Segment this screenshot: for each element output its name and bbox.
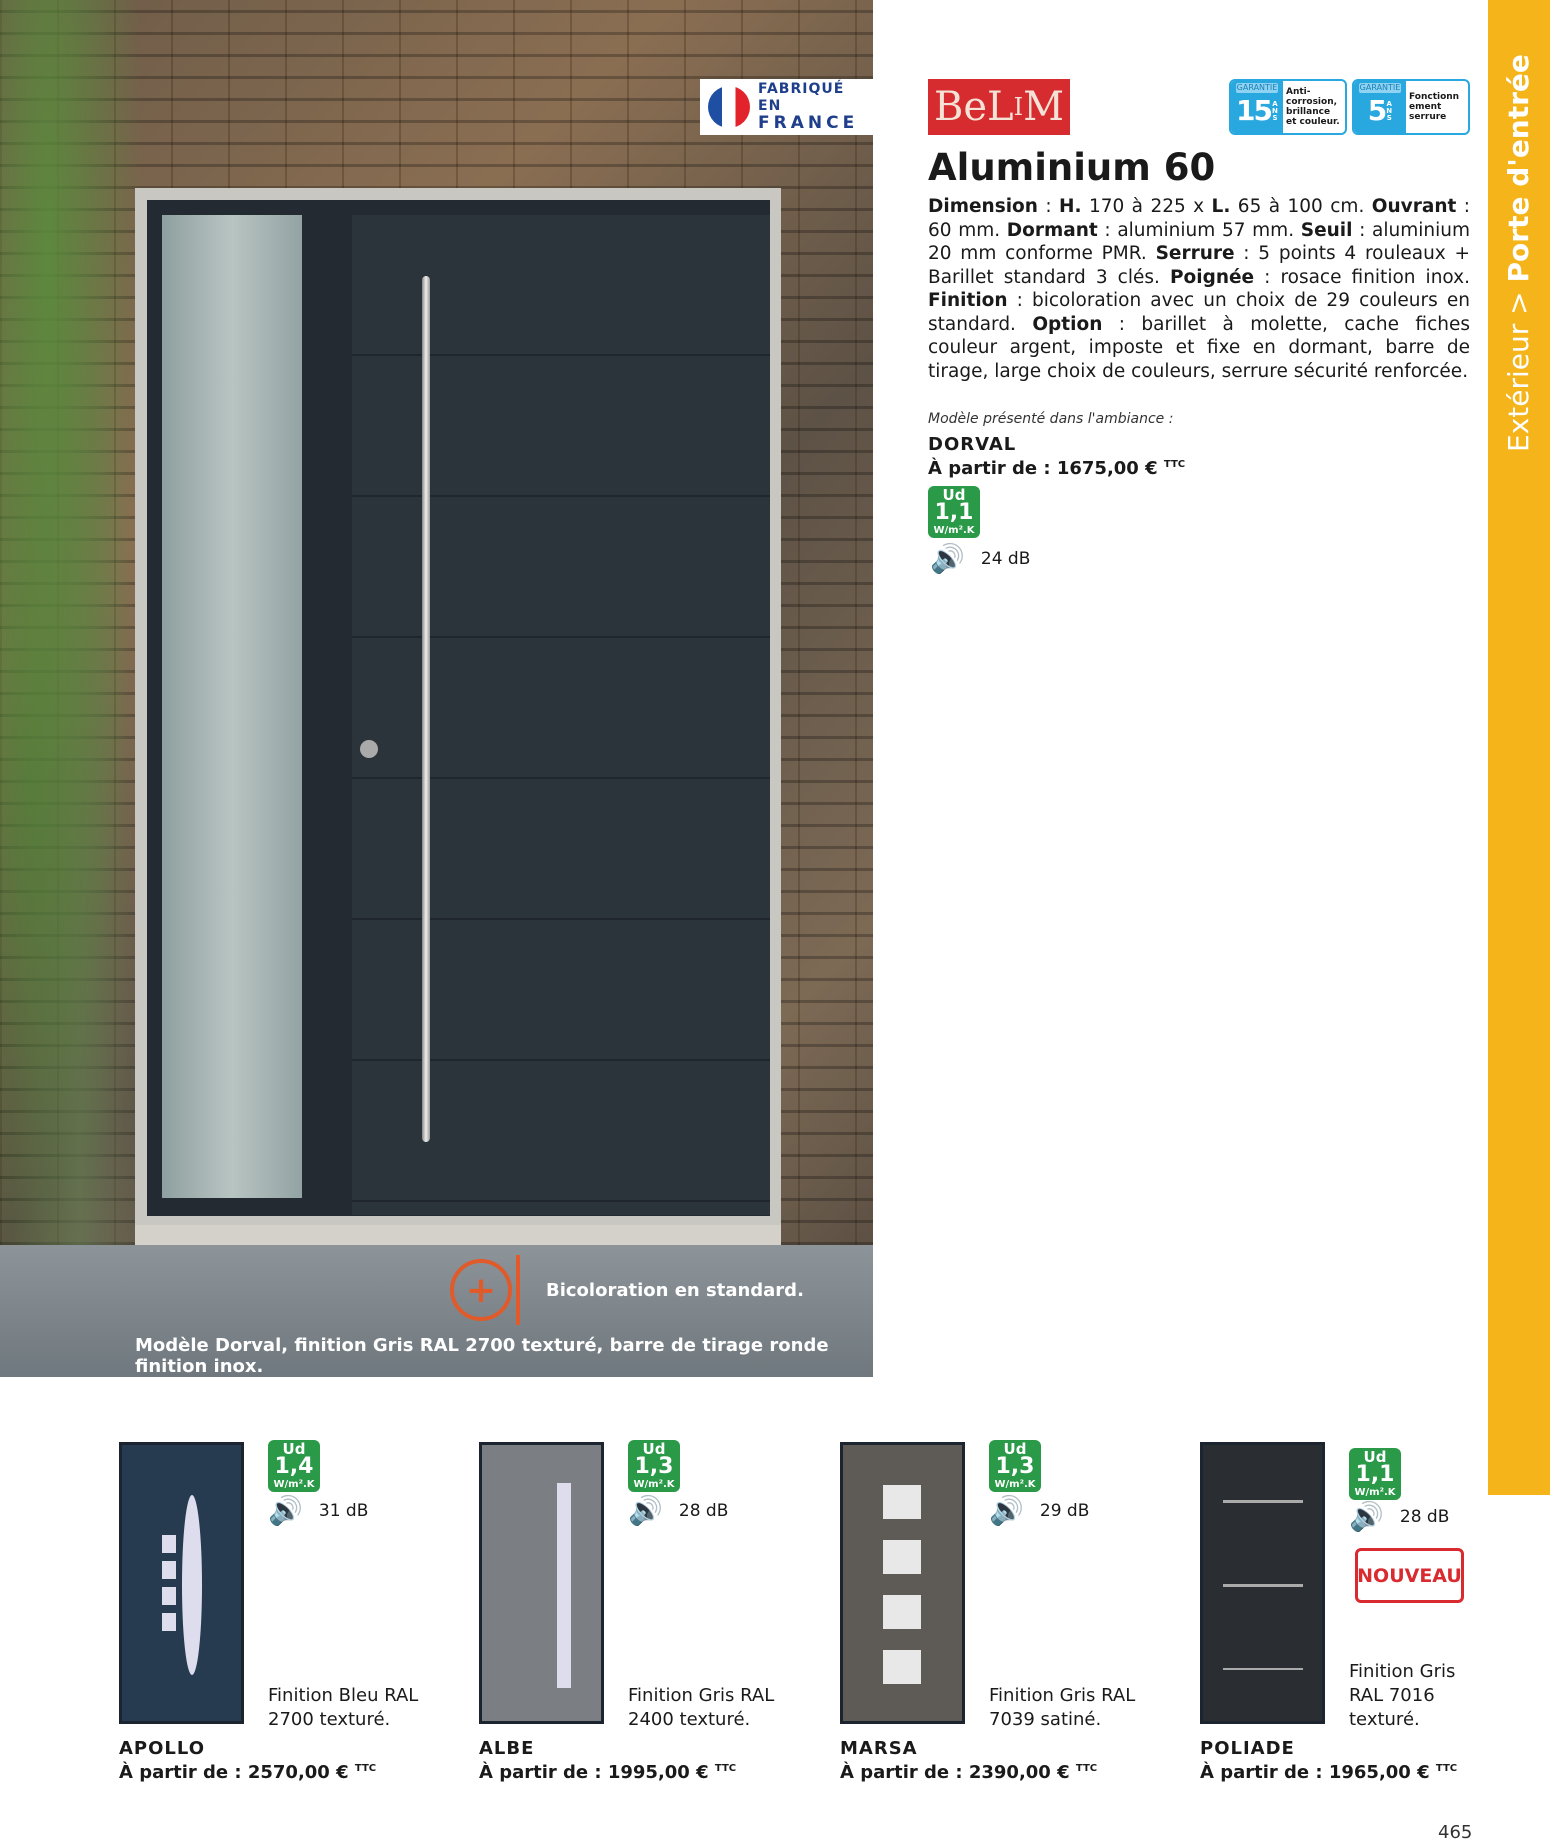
ttc-label: TTC: [1435, 1763, 1458, 1774]
door-leaf: [352, 215, 770, 1215]
variant-name: APOLLO: [119, 1738, 206, 1759]
made-in-france-badge: [700, 79, 873, 135]
ud-badge: [268, 1440, 320, 1492]
made-in-line1: FABRIQUÉ EN: [758, 81, 845, 114]
product-title: Aluminium 60: [928, 146, 1216, 189]
door-glazing: [557, 1483, 571, 1688]
sound-rating: [1349, 1500, 1449, 1533]
price-value: À partir de : 2570,00 €: [119, 1762, 349, 1783]
sound-rating: [930, 542, 1030, 575]
door-glazing: [162, 1535, 176, 1635]
france-flag-icon: [708, 86, 750, 128]
price-value: À partir de : 1965,00 €: [1200, 1762, 1430, 1783]
spec-label: H.: [1059, 196, 1082, 217]
spec-label: Ouvrant: [1371, 196, 1457, 217]
ud-label: Ud: [942, 486, 966, 504]
variant-albe: [479, 1440, 819, 1800]
guarantee-badge-5: [1352, 79, 1470, 135]
variant-name: MARSA: [840, 1738, 918, 1759]
variant-name: ALBE: [479, 1738, 535, 1759]
ud-value: 1,4: [274, 1454, 314, 1479]
guarantee-badge-15: [1229, 79, 1347, 135]
hero-photo: [0, 0, 873, 1377]
variant-name: POLIADE: [1200, 1738, 1295, 1759]
ud-badge: [989, 1440, 1041, 1492]
sound-value: 28 dB: [678, 1500, 729, 1521]
sound-rating: [628, 1494, 728, 1527]
ud-value: 1,1: [934, 500, 974, 525]
model-price: [928, 458, 1185, 479]
ud-badge: [628, 1440, 680, 1492]
product-description: [928, 195, 1470, 383]
ud-badge: [1349, 1448, 1401, 1500]
ud-label: Ud: [1003, 1440, 1027, 1458]
ttc-label: TTC: [714, 1763, 737, 1774]
divider: [516, 1255, 520, 1325]
photo-caption: Modèle Dorval, finition Gris RAL 2700 texturé, barre de tirage ronde finition inox.: [135, 1335, 829, 1377]
ttc-label: TTC: [1163, 459, 1186, 470]
speaker-icon: 🔊: [628, 1494, 663, 1527]
sound-value: 24 dB: [980, 548, 1031, 569]
ud-label: Ud: [642, 1440, 666, 1458]
speaker-icon: 🔊: [268, 1494, 303, 1527]
bicoloration-text: Bicoloration en standard.: [546, 1279, 804, 1301]
price-value: À partir de : 2390,00 €: [840, 1762, 1070, 1783]
ud-unit: W/m².K: [994, 1479, 1036, 1490]
spec-value: : rosace finition inox.: [1254, 266, 1470, 288]
guarantee-years: 15: [1236, 94, 1271, 127]
spec-label: Finition: [928, 290, 1008, 311]
speaker-icon: 🔊: [989, 1494, 1024, 1527]
breadcrumb-sep: >: [1502, 282, 1535, 324]
door-sidelight: [162, 215, 302, 1198]
spec-value: : aluminium 57 mm.: [1097, 219, 1301, 241]
guarantee-years: 5: [1367, 94, 1386, 127]
spec-value: : barillet à molette, cache fiches couleur argent, imposte et fixe en dormant, barre de tirage, large choix de couleurs, serrure sécurité renforcée.: [928, 313, 1470, 382]
ttc-label: TTC: [354, 1763, 377, 1774]
breadcrumb-current: Porte d'entrée: [1502, 54, 1535, 283]
spec-value: : aluminium 20 mm conforme PMR.: [928, 219, 1471, 264]
door-thumbnail: [1200, 1442, 1325, 1724]
speaker-icon: 🔊: [1349, 1500, 1384, 1533]
spec-value: : 5 points 4 rouleaux + Barillet standard 3 clés.: [928, 243, 1471, 288]
ud-unit: W/m².K: [933, 525, 975, 536]
spec-value: 65 à 100 cm.: [1230, 196, 1372, 217]
finish-text: Finition Gris RAL 7016 texturé.: [1349, 1661, 1456, 1730]
sound-value: 29 dB: [1039, 1500, 1090, 1521]
spec-label: Dormant: [1006, 219, 1098, 241]
door-grooves: [1223, 1500, 1303, 1670]
spec-label: Dimension: [928, 196, 1038, 217]
made-in-line2: FRANCE: [758, 113, 859, 133]
price-value: À partir de : 1995,00 €: [479, 1762, 709, 1783]
spec-label: L.: [1211, 196, 1231, 217]
guarantee-unit: ANS: [1272, 99, 1278, 122]
sound-rating: [989, 1494, 1089, 1527]
spec-value: : 60 mm.: [928, 196, 1470, 241]
belm-logo: BeL I M: [928, 79, 1070, 135]
ud-unit: W/m².K: [1354, 1487, 1396, 1498]
page-number: 465: [1438, 1822, 1473, 1843]
door-thumbnail: [840, 1442, 965, 1724]
guarantee-unit: ANS: [1386, 99, 1393, 122]
ud-label: Ud: [282, 1440, 306, 1458]
variant-apollo: [119, 1440, 459, 1800]
spec-label: Poignée: [1169, 266, 1255, 288]
breadcrumb-parent: Extérieur: [1502, 323, 1535, 452]
price-value: À partir de : 1675,00 €: [928, 458, 1158, 479]
finish-text: Finition Gris RAL 7039 satiné.: [989, 1685, 1136, 1730]
door-glazing: [182, 1495, 202, 1675]
ttc-label: TTC: [1075, 1763, 1098, 1774]
door-thumbnail: [119, 1442, 244, 1724]
spec-value: 170 à 225 x: [1081, 196, 1212, 217]
guarantee-text: Fonctionnement serrure: [1409, 92, 1460, 122]
speaker-icon: 🔊: [930, 542, 965, 575]
bicoloration-note: [450, 1255, 804, 1325]
made-in-text: [758, 81, 873, 133]
door-lock: [360, 740, 378, 758]
variant-price: [479, 1762, 736, 1783]
ud-label: Ud: [1363, 1448, 1387, 1466]
finish-text: Finition Bleu RAL 2700 texturé.: [268, 1685, 419, 1730]
variant-price: [840, 1762, 1097, 1783]
ud-value: 1,3: [995, 1454, 1035, 1479]
spec-label: Seuil: [1300, 219, 1353, 241]
sound-rating: [268, 1494, 368, 1527]
door-sill: [135, 1225, 781, 1247]
finish-text: Finition Gris RAL 2400 texturé.: [628, 1685, 775, 1730]
plus-icon: +: [450, 1259, 512, 1321]
guarantee-text: Anti-corrosion, brillance et couleur.: [1286, 87, 1340, 127]
model-name: DORVAL: [928, 434, 1017, 455]
ud-unit: W/m².K: [633, 1479, 675, 1490]
variant-price: [119, 1762, 376, 1783]
variant-price: [1200, 1762, 1457, 1783]
ud-unit: W/m².K: [273, 1479, 315, 1490]
door-glazing: [883, 1485, 921, 1685]
sound-value: 31 dB: [318, 1500, 369, 1521]
spec-label: Option: [1032, 313, 1103, 335]
spec-value: : bicoloration avec un choix de 29 couleurs en standard.: [928, 290, 1470, 335]
ud-value: 1,3: [634, 1454, 674, 1479]
sound-value: 28 dB: [1399, 1506, 1450, 1527]
section-breadcrumb: [1502, 54, 1535, 452]
section-band: [1488, 0, 1550, 1495]
spec-value: :: [1037, 196, 1060, 217]
guarantee-label: GARANTIE: [1236, 83, 1278, 92]
ud-badge: [928, 486, 980, 538]
guarantee-label: GARANTIE: [1359, 83, 1401, 92]
door-thumbnail: [479, 1442, 604, 1724]
presented-label: Modèle présenté dans l'ambiance :: [928, 411, 1174, 427]
ud-value: 1,1: [1355, 1462, 1395, 1487]
door-pull-bar: [422, 276, 430, 1142]
new-badge: NOUVEAU: [1355, 1548, 1464, 1603]
variant-marsa: [840, 1440, 1180, 1800]
spec-label: Serrure: [1155, 243, 1235, 264]
